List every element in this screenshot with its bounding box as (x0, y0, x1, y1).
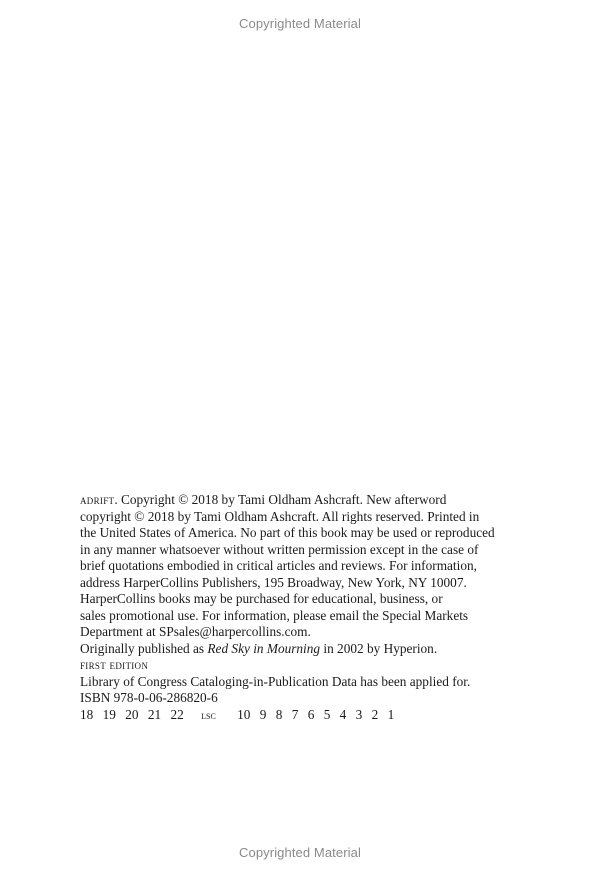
copyright-line-6: address HarperCollins Publishers, 195 Broadway, New York, NY 10007. (80, 574, 467, 590)
print-year: 20 (125, 706, 139, 722)
copyright-notice (80, 492, 520, 591)
impression-number: 10 (237, 706, 251, 722)
sales-line-1: HarperCollins books may be purchased for educational, business, or (80, 591, 443, 606)
edition-label: first edition (80, 657, 149, 672)
watermark-bottom: Copyrighted Material (239, 845, 361, 860)
copyright-line-3: the United States of America. No part of this book may be used or reproduced (80, 525, 495, 540)
copyright-line-2: copyright © 2018 by Tami Oldham Ashcraft. All rights reserved. Printed in (80, 508, 480, 524)
copyright-line-4: in any manner whatsoever without written permission except in the case of (80, 541, 479, 557)
original-publication: Originally published as Red Sky in Mourning in 2002 by Hyperion. (80, 640, 438, 656)
copyright-line-1: adrift. Copyright © 2018 by Tami Oldham Ashcraft. New afterword (80, 492, 447, 507)
print-year: 19 (102, 706, 116, 722)
original-title: Red Sky in Mourning (207, 640, 321, 656)
impression-number: 6 (307, 706, 315, 722)
sales-line-3: Department at SPsales@harpercollins.com. (80, 624, 311, 639)
impression-number: 8 (275, 706, 283, 722)
print-year: 22 (170, 706, 184, 722)
sales-notice (80, 591, 520, 641)
impression-number: 7 (291, 706, 299, 722)
copyright-line-5: brief quotations embodied in critical articles and reviews. For information, (80, 558, 477, 573)
impression-number: 3 (355, 706, 363, 722)
impression-number: 1 (387, 706, 395, 722)
print-year: 18 (80, 706, 94, 722)
impression-number: 4 (339, 706, 347, 722)
cip-statement: Library of Congress Cataloging-in-Publication Data has been applied for. (80, 673, 471, 689)
printer-key-line (80, 707, 520, 724)
watermark-top: Copyrighted Material (239, 16, 361, 31)
impression-number: 5 (323, 706, 331, 722)
sales-line-2: sales promotional use. For information, please email the Special Markets (80, 607, 469, 623)
print-year: 21 (147, 706, 162, 722)
impression-number: 9 (259, 706, 267, 722)
impression-number: 2 (371, 706, 379, 722)
copyright-page-text (80, 492, 520, 723)
printer-code: lsc (201, 707, 216, 722)
book-title-smallcaps: adrift (80, 492, 115, 507)
isbn: ISBN 978-0-06-286820-6 (80, 690, 218, 705)
